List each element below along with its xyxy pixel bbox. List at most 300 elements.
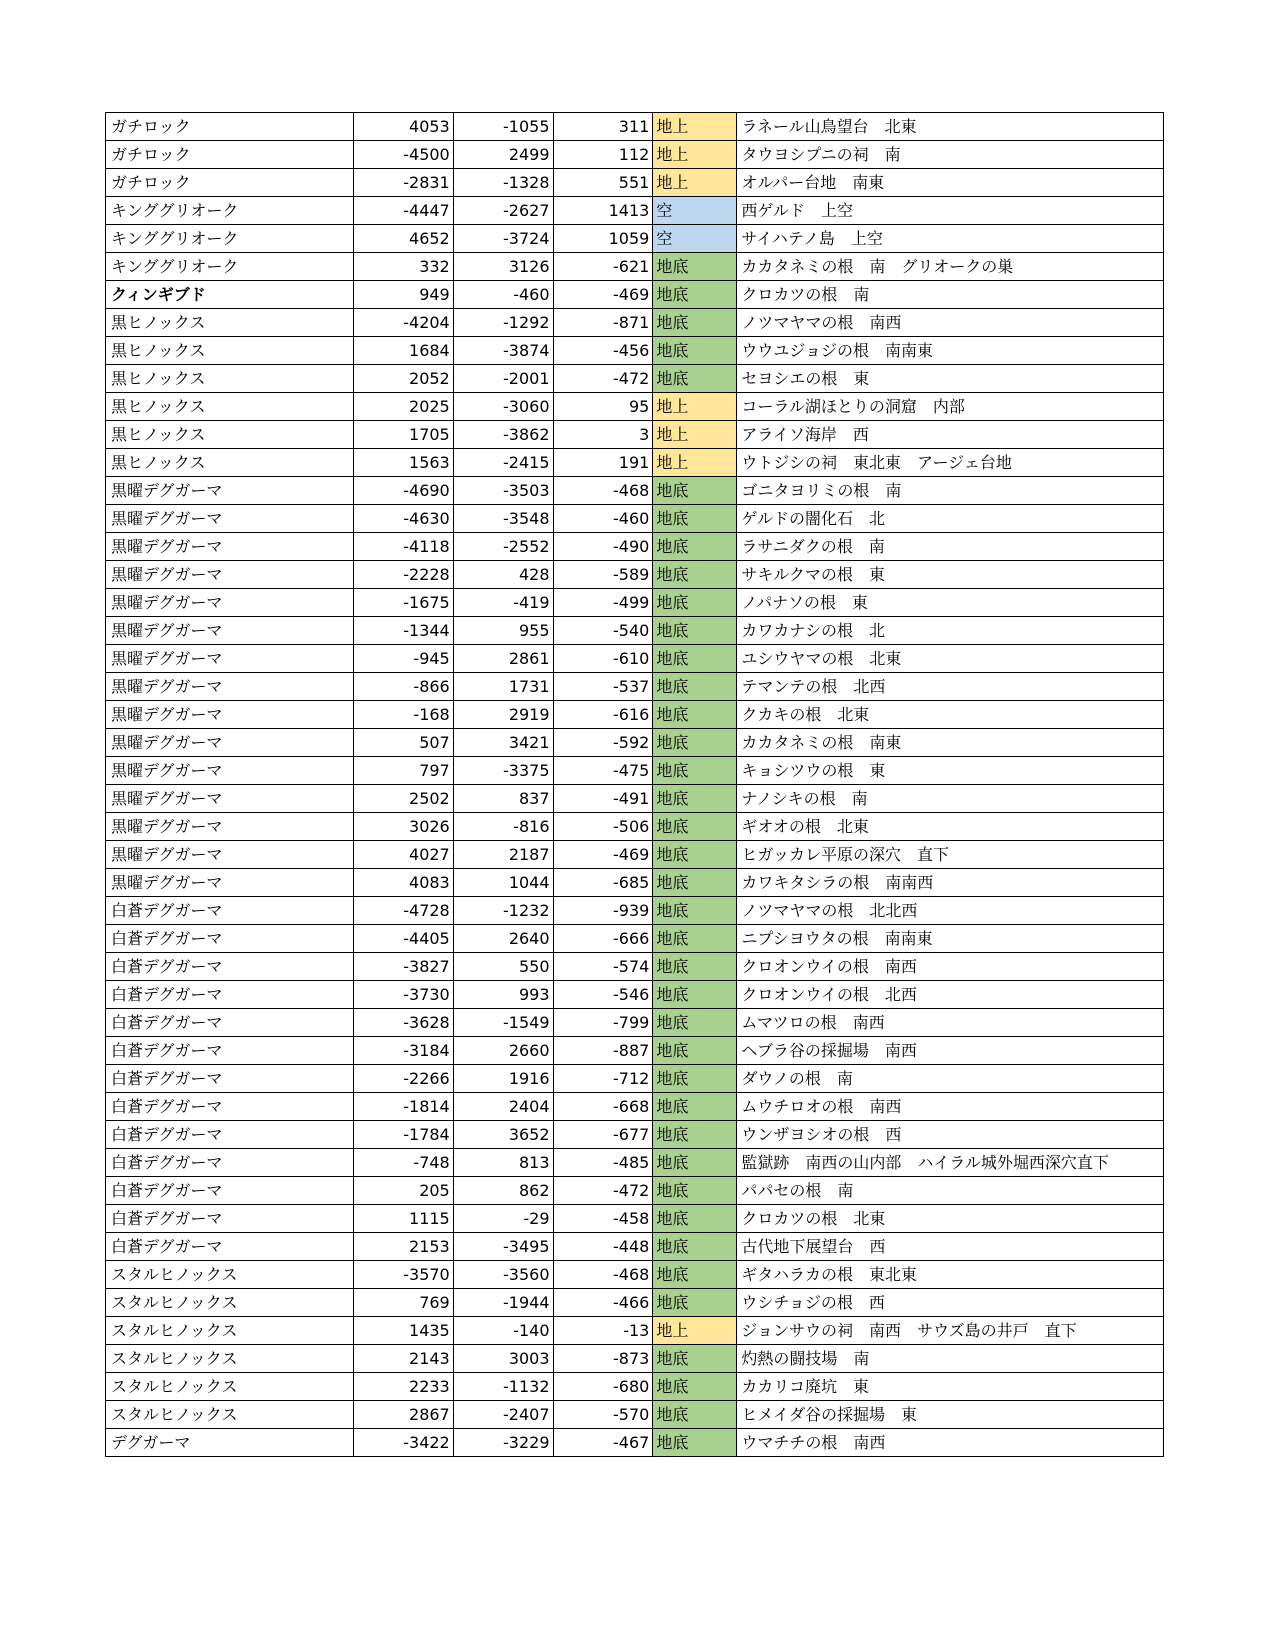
table-row xyxy=(106,1149,1164,1177)
y-coord-cell: -140 xyxy=(453,1317,553,1345)
layer-type-cell: 地底 xyxy=(653,477,737,505)
name-cell: 黒曜デグガーマ xyxy=(106,561,354,589)
name-cell: 黒曜デグガーマ xyxy=(106,505,354,533)
layer-type-cell: 地底 xyxy=(653,925,737,953)
name-cell: スタルヒノックス xyxy=(106,1401,354,1429)
y-coord-cell: 3003 xyxy=(453,1345,553,1373)
location-cell: サイハテノ島 上空 xyxy=(737,225,1164,253)
spreadsheet-table xyxy=(105,112,1164,1457)
z-coord-cell: -456 xyxy=(553,337,653,365)
location-cell: クロオンウイの根 北西 xyxy=(737,981,1164,1009)
layer-type-cell: 地底 xyxy=(653,1429,737,1457)
layer-type-cell: 地底 xyxy=(653,813,737,841)
table-row xyxy=(106,925,1164,953)
z-coord-cell: -668 xyxy=(553,1093,653,1121)
y-coord-cell: -1549 xyxy=(453,1009,553,1037)
location-cell: ムマツロの根 南西 xyxy=(737,1009,1164,1037)
name-cell: ガチロック xyxy=(106,141,354,169)
layer-type-cell: 地底 xyxy=(653,1121,737,1149)
table-row xyxy=(106,1177,1164,1205)
table-row xyxy=(106,1401,1164,1429)
z-coord-cell: -939 xyxy=(553,897,653,925)
layer-type-cell: 地底 xyxy=(653,701,737,729)
table-row xyxy=(106,225,1164,253)
name-cell: スタルヒノックス xyxy=(106,1317,354,1345)
table-row xyxy=(106,1233,1164,1261)
x-coord-cell: 3026 xyxy=(353,813,453,841)
location-cell: ヘブラ谷の採掘場 南西 xyxy=(737,1037,1164,1065)
layer-type-cell: 地底 xyxy=(653,1373,737,1401)
table-row xyxy=(106,1261,1164,1289)
layer-type-cell: 地底 xyxy=(653,757,737,785)
location-cell: ウシチョジの根 西 xyxy=(737,1289,1164,1317)
z-coord-cell: -589 xyxy=(553,561,653,589)
location-cell: タウヨシプニの祠 南 xyxy=(737,141,1164,169)
z-coord-cell: -472 xyxy=(553,365,653,393)
name-cell: 黒曜デグガーマ xyxy=(106,729,354,757)
location-cell: セヨシエの根 東 xyxy=(737,365,1164,393)
x-coord-cell: 2867 xyxy=(353,1401,453,1429)
layer-type-cell: 地上 xyxy=(653,113,737,141)
x-coord-cell: -168 xyxy=(353,701,453,729)
layer-type-cell: 地底 xyxy=(653,729,737,757)
x-coord-cell: -4204 xyxy=(353,309,453,337)
table-row xyxy=(106,1205,1164,1233)
table-row xyxy=(106,337,1164,365)
z-coord-cell: -871 xyxy=(553,309,653,337)
y-coord-cell: -3724 xyxy=(453,225,553,253)
name-cell: 白蒼デグガーマ xyxy=(106,981,354,1009)
z-coord-cell: -621 xyxy=(553,253,653,281)
table-body xyxy=(106,113,1164,1457)
table-row xyxy=(106,365,1164,393)
y-coord-cell: 1916 xyxy=(453,1065,553,1093)
y-coord-cell: 837 xyxy=(453,785,553,813)
table-row xyxy=(106,1037,1164,1065)
name-cell: 黒曜デグガーマ xyxy=(106,589,354,617)
x-coord-cell: -748 xyxy=(353,1149,453,1177)
table-row xyxy=(106,533,1164,561)
z-coord-cell: -469 xyxy=(553,841,653,869)
x-coord-cell: 4083 xyxy=(353,869,453,897)
name-cell: 白蒼デグガーマ xyxy=(106,1009,354,1037)
x-coord-cell: 4027 xyxy=(353,841,453,869)
z-coord-cell: -873 xyxy=(553,1345,653,1373)
x-coord-cell: -3730 xyxy=(353,981,453,1009)
z-coord-cell: -677 xyxy=(553,1121,653,1149)
name-cell: キンググリオーク xyxy=(106,253,354,281)
y-coord-cell: -1132 xyxy=(453,1373,553,1401)
y-coord-cell: -3495 xyxy=(453,1233,553,1261)
z-coord-cell: -610 xyxy=(553,645,653,673)
name-cell: 白蒼デグガーマ xyxy=(106,925,354,953)
name-cell: 黒曜デグガーマ xyxy=(106,477,354,505)
name-cell: スタルヒノックス xyxy=(106,1261,354,1289)
z-coord-cell: -685 xyxy=(553,869,653,897)
location-cell: アライソ海岸 西 xyxy=(737,421,1164,449)
y-coord-cell: -816 xyxy=(453,813,553,841)
x-coord-cell: -2831 xyxy=(353,169,453,197)
name-cell: 白蒼デグガーマ xyxy=(106,897,354,925)
y-coord-cell: -1292 xyxy=(453,309,553,337)
location-cell: ギオオの根 北東 xyxy=(737,813,1164,841)
y-coord-cell: -3548 xyxy=(453,505,553,533)
table-row xyxy=(106,1009,1164,1037)
name-cell: 黒ヒノックス xyxy=(106,421,354,449)
location-cell: ヒメイダ谷の採掘場 東 xyxy=(737,1401,1164,1429)
y-coord-cell: 813 xyxy=(453,1149,553,1177)
table-row xyxy=(106,113,1164,141)
x-coord-cell: -2266 xyxy=(353,1065,453,1093)
layer-type-cell: 地底 xyxy=(653,1289,737,1317)
layer-type-cell: 地底 xyxy=(653,897,737,925)
x-coord-cell: -3184 xyxy=(353,1037,453,1065)
name-cell: スタルヒノックス xyxy=(106,1373,354,1401)
y-coord-cell: -29 xyxy=(453,1205,553,1233)
z-coord-cell: -468 xyxy=(553,1261,653,1289)
z-coord-cell: -472 xyxy=(553,1177,653,1205)
y-coord-cell: -419 xyxy=(453,589,553,617)
y-coord-cell: -1328 xyxy=(453,169,553,197)
table-row xyxy=(106,1289,1164,1317)
name-cell: 白蒼デグガーマ xyxy=(106,1065,354,1093)
layer-type-cell: 地底 xyxy=(653,617,737,645)
y-coord-cell: -3503 xyxy=(453,477,553,505)
name-cell: 白蒼デグガーマ xyxy=(106,1233,354,1261)
y-coord-cell: 1731 xyxy=(453,673,553,701)
z-coord-cell: -680 xyxy=(553,1373,653,1401)
z-coord-cell: -460 xyxy=(553,505,653,533)
layer-type-cell: 地上 xyxy=(653,1317,737,1345)
y-coord-cell: 550 xyxy=(453,953,553,981)
y-coord-cell: -3375 xyxy=(453,757,553,785)
z-coord-cell: -574 xyxy=(553,953,653,981)
name-cell: 白蒼デグガーマ xyxy=(106,1149,354,1177)
location-cell: ギタハラカの根 東北東 xyxy=(737,1261,1164,1289)
location-cell: ウマチチの根 南西 xyxy=(737,1429,1164,1457)
y-coord-cell: 955 xyxy=(453,617,553,645)
table-row xyxy=(106,1065,1164,1093)
layer-type-cell: 地底 xyxy=(653,1205,737,1233)
table-row xyxy=(106,617,1164,645)
table-row xyxy=(106,1093,1164,1121)
table-row xyxy=(106,1345,1164,1373)
location-cell: クカキの根 北東 xyxy=(737,701,1164,729)
z-coord-cell: 191 xyxy=(553,449,653,477)
z-coord-cell: -666 xyxy=(553,925,653,953)
table-row xyxy=(106,841,1164,869)
y-coord-cell: -1055 xyxy=(453,113,553,141)
location-cell: クロカツの根 北東 xyxy=(737,1205,1164,1233)
z-coord-cell: 551 xyxy=(553,169,653,197)
z-coord-cell: -468 xyxy=(553,477,653,505)
layer-type-cell: 空 xyxy=(653,225,737,253)
x-coord-cell: -4500 xyxy=(353,141,453,169)
y-coord-cell: 3421 xyxy=(453,729,553,757)
x-coord-cell: 1435 xyxy=(353,1317,453,1345)
layer-type-cell: 地底 xyxy=(653,1093,737,1121)
y-coord-cell: 1044 xyxy=(453,869,553,897)
table-row xyxy=(106,253,1164,281)
z-coord-cell: -475 xyxy=(553,757,653,785)
z-coord-cell: -506 xyxy=(553,813,653,841)
table-row xyxy=(106,673,1164,701)
name-cell: 黒曜デグガーマ xyxy=(106,841,354,869)
layer-type-cell: 地底 xyxy=(653,673,737,701)
y-coord-cell: 2187 xyxy=(453,841,553,869)
x-coord-cell: 4053 xyxy=(353,113,453,141)
location-cell: カカリコ廃坑 東 xyxy=(737,1373,1164,1401)
layer-type-cell: 地底 xyxy=(653,1009,737,1037)
layer-type-cell: 地底 xyxy=(653,1177,737,1205)
table-row xyxy=(106,589,1164,617)
name-cell: 黒曜デグガーマ xyxy=(106,701,354,729)
layer-type-cell: 地底 xyxy=(653,281,737,309)
y-coord-cell: -2407 xyxy=(453,1401,553,1429)
location-cell: カワカナシの根 北 xyxy=(737,617,1164,645)
name-cell: 白蒼デグガーマ xyxy=(106,1121,354,1149)
x-coord-cell: 507 xyxy=(353,729,453,757)
y-coord-cell: -2627 xyxy=(453,197,553,225)
table-row xyxy=(106,505,1164,533)
location-cell: コーラル湖ほとりの洞窟 内部 xyxy=(737,393,1164,421)
location-cell: ウトジシの祠 東北東 アージェ台地 xyxy=(737,449,1164,477)
name-cell: クィンギブド xyxy=(106,281,354,309)
x-coord-cell: -4447 xyxy=(353,197,453,225)
x-coord-cell: -2228 xyxy=(353,561,453,589)
x-coord-cell: 797 xyxy=(353,757,453,785)
table-row xyxy=(106,1373,1164,1401)
y-coord-cell: 2499 xyxy=(453,141,553,169)
z-coord-cell: 1413 xyxy=(553,197,653,225)
x-coord-cell: 1684 xyxy=(353,337,453,365)
x-coord-cell: 769 xyxy=(353,1289,453,1317)
x-coord-cell: 332 xyxy=(353,253,453,281)
table-row xyxy=(106,701,1164,729)
y-coord-cell: 3126 xyxy=(453,253,553,281)
layer-type-cell: 地底 xyxy=(653,337,737,365)
layer-type-cell: 地底 xyxy=(653,1149,737,1177)
name-cell: ガチロック xyxy=(106,113,354,141)
x-coord-cell: 1563 xyxy=(353,449,453,477)
x-coord-cell: -3570 xyxy=(353,1261,453,1289)
location-cell: カワキタシラの根 南南西 xyxy=(737,869,1164,897)
table-row xyxy=(106,1317,1164,1345)
y-coord-cell: 2919 xyxy=(453,701,553,729)
layer-type-cell: 地上 xyxy=(653,449,737,477)
z-coord-cell: -540 xyxy=(553,617,653,645)
table-row xyxy=(106,421,1164,449)
location-cell: パパセの根 南 xyxy=(737,1177,1164,1205)
layer-type-cell: 地上 xyxy=(653,393,737,421)
table-row xyxy=(106,897,1164,925)
location-cell: ラネール山鳥望台 北東 xyxy=(737,113,1164,141)
table-row xyxy=(106,645,1164,673)
y-coord-cell: 993 xyxy=(453,981,553,1009)
y-coord-cell: 2640 xyxy=(453,925,553,953)
name-cell: デグガーマ xyxy=(106,1429,354,1457)
layer-type-cell: 地底 xyxy=(653,785,737,813)
name-cell: 黒ヒノックス xyxy=(106,309,354,337)
x-coord-cell: -4690 xyxy=(353,477,453,505)
y-coord-cell: -3060 xyxy=(453,393,553,421)
z-coord-cell: -570 xyxy=(553,1401,653,1429)
name-cell: 黒曜デグガーマ xyxy=(106,617,354,645)
table-row xyxy=(106,197,1164,225)
layer-type-cell: 地底 xyxy=(653,1401,737,1429)
z-coord-cell: -546 xyxy=(553,981,653,1009)
layer-type-cell: 地底 xyxy=(653,981,737,1009)
location-cell: ノツマヤマの根 北北西 xyxy=(737,897,1164,925)
x-coord-cell: 2233 xyxy=(353,1373,453,1401)
table-row xyxy=(106,729,1164,757)
z-coord-cell: -13 xyxy=(553,1317,653,1345)
name-cell: 黒曜デグガーマ xyxy=(106,645,354,673)
table-row xyxy=(106,757,1164,785)
location-cell: ユシウヤマの根 北東 xyxy=(737,645,1164,673)
x-coord-cell: 2153 xyxy=(353,1233,453,1261)
location-cell: クロオンウイの根 南西 xyxy=(737,953,1164,981)
location-cell: カカタネミの根 南 グリオークの巣 xyxy=(737,253,1164,281)
table-row xyxy=(106,813,1164,841)
layer-type-cell: 地底 xyxy=(653,841,737,869)
x-coord-cell: 1705 xyxy=(353,421,453,449)
x-coord-cell: -3827 xyxy=(353,953,453,981)
table-row xyxy=(106,869,1164,897)
location-cell: サキルクマの根 東 xyxy=(737,561,1164,589)
x-coord-cell: 2052 xyxy=(353,365,453,393)
x-coord-cell: -3422 xyxy=(353,1429,453,1457)
name-cell: 黒ヒノックス xyxy=(106,337,354,365)
name-cell: スタルヒノックス xyxy=(106,1289,354,1317)
location-cell: ニプシヨウタの根 南南東 xyxy=(737,925,1164,953)
layer-type-cell: 地底 xyxy=(653,869,737,897)
x-coord-cell: -1675 xyxy=(353,589,453,617)
z-coord-cell: -712 xyxy=(553,1065,653,1093)
x-coord-cell: 949 xyxy=(353,281,453,309)
y-coord-cell: 2660 xyxy=(453,1037,553,1065)
location-cell: ゲルドの闇化石 北 xyxy=(737,505,1164,533)
location-cell: ダウノの根 南 xyxy=(737,1065,1164,1093)
x-coord-cell: -1814 xyxy=(353,1093,453,1121)
layer-type-cell: 空 xyxy=(653,197,737,225)
x-coord-cell: -1784 xyxy=(353,1121,453,1149)
y-coord-cell: -1232 xyxy=(453,897,553,925)
layer-type-cell: 地底 xyxy=(653,253,737,281)
x-coord-cell: 1115 xyxy=(353,1205,453,1233)
layer-type-cell: 地底 xyxy=(653,1233,737,1261)
y-coord-cell: -2415 xyxy=(453,449,553,477)
name-cell: 黒ヒノックス xyxy=(106,365,354,393)
name-cell: 黒曜デグガーマ xyxy=(106,869,354,897)
location-cell: 監獄跡 南西の山内部 ハイラル城外堀西深穴直下 xyxy=(737,1149,1164,1177)
y-coord-cell: -3862 xyxy=(453,421,553,449)
z-coord-cell: -491 xyxy=(553,785,653,813)
z-coord-cell: -616 xyxy=(553,701,653,729)
location-cell: オルパー台地 南東 xyxy=(737,169,1164,197)
location-cell: テマンテの根 北西 xyxy=(737,673,1164,701)
location-cell: ムウチロオの根 南西 xyxy=(737,1093,1164,1121)
layer-type-cell: 地底 xyxy=(653,561,737,589)
z-coord-cell: -592 xyxy=(553,729,653,757)
y-coord-cell: -2001 xyxy=(453,365,553,393)
y-coord-cell: 3652 xyxy=(453,1121,553,1149)
name-cell: 白蒼デグガーマ xyxy=(106,953,354,981)
y-coord-cell: -1944 xyxy=(453,1289,553,1317)
x-coord-cell: 4652 xyxy=(353,225,453,253)
z-coord-cell: -448 xyxy=(553,1233,653,1261)
table-row xyxy=(106,785,1164,813)
table-row xyxy=(106,477,1164,505)
location-cell: カカタネミの根 南東 xyxy=(737,729,1164,757)
x-coord-cell: 205 xyxy=(353,1177,453,1205)
name-cell: 黒曜デグガーマ xyxy=(106,813,354,841)
x-coord-cell: -866 xyxy=(353,673,453,701)
layer-type-cell: 地上 xyxy=(653,421,737,449)
name-cell: 白蒼デグガーマ xyxy=(106,1205,354,1233)
name-cell: 黒曜デグガーマ xyxy=(106,785,354,813)
x-coord-cell: -4630 xyxy=(353,505,453,533)
x-coord-cell: 2502 xyxy=(353,785,453,813)
x-coord-cell: -4118 xyxy=(353,533,453,561)
location-cell: ラサニダクの根 南 xyxy=(737,533,1164,561)
z-coord-cell: 311 xyxy=(553,113,653,141)
layer-type-cell: 地底 xyxy=(653,1037,737,1065)
y-coord-cell: -3229 xyxy=(453,1429,553,1457)
layer-type-cell: 地底 xyxy=(653,645,737,673)
y-coord-cell: -460 xyxy=(453,281,553,309)
location-cell: ナノシキの根 南 xyxy=(737,785,1164,813)
location-cell: ウンザヨシオの根 西 xyxy=(737,1121,1164,1149)
z-coord-cell: 3 xyxy=(553,421,653,449)
z-coord-cell: -887 xyxy=(553,1037,653,1065)
layer-type-cell: 地底 xyxy=(653,1345,737,1373)
location-cell: 灼熱の闘技場 南 xyxy=(737,1345,1164,1373)
location-cell: ウウユジョジの根 南南東 xyxy=(737,337,1164,365)
name-cell: キンググリオーク xyxy=(106,197,354,225)
location-cell: ノツマヤマの根 南西 xyxy=(737,309,1164,337)
table-row xyxy=(106,953,1164,981)
location-cell: 古代地下展望台 西 xyxy=(737,1233,1164,1261)
location-cell: キョシツウの根 東 xyxy=(737,757,1164,785)
table-row xyxy=(106,281,1164,309)
layer-type-cell: 地底 xyxy=(653,309,737,337)
table-row xyxy=(106,393,1164,421)
name-cell: 白蒼デグガーマ xyxy=(106,1177,354,1205)
layer-type-cell: 地底 xyxy=(653,953,737,981)
name-cell: 白蒼デグガーマ xyxy=(106,1037,354,1065)
layer-type-cell: 地底 xyxy=(653,365,737,393)
y-coord-cell: -3560 xyxy=(453,1261,553,1289)
x-coord-cell: -4728 xyxy=(353,897,453,925)
x-coord-cell: 2143 xyxy=(353,1345,453,1373)
z-coord-cell: -537 xyxy=(553,673,653,701)
location-cell: 西ゲルド 上空 xyxy=(737,197,1164,225)
location-cell: ジョンサウの祠 南西 サウズ島の井戸 直下 xyxy=(737,1317,1164,1345)
name-cell: 黒曜デグガーマ xyxy=(106,673,354,701)
y-coord-cell: 862 xyxy=(453,1177,553,1205)
z-coord-cell: -799 xyxy=(553,1009,653,1037)
layer-type-cell: 地底 xyxy=(653,505,737,533)
y-coord-cell: 428 xyxy=(453,561,553,589)
z-coord-cell: -466 xyxy=(553,1289,653,1317)
y-coord-cell: -2552 xyxy=(453,533,553,561)
z-coord-cell: 1059 xyxy=(553,225,653,253)
x-coord-cell: 2025 xyxy=(353,393,453,421)
name-cell: 黒ヒノックス xyxy=(106,449,354,477)
y-coord-cell: -3874 xyxy=(453,337,553,365)
table-row xyxy=(106,169,1164,197)
